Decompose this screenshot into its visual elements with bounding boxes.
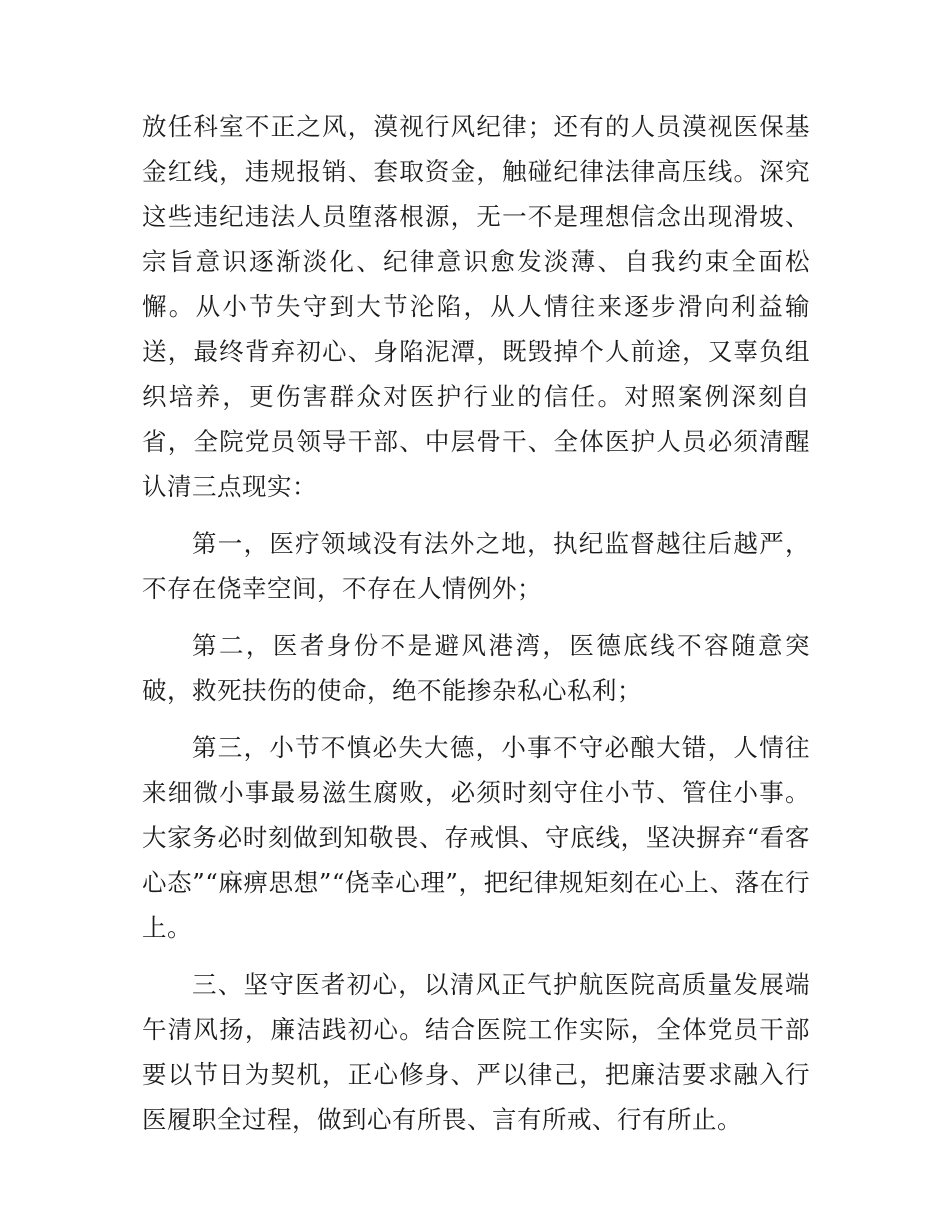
document-page <box>142 104 810 1154</box>
paragraph-2: 第一，医疗领域没有法外之地，执纪监督越往后越严，不存在侥幸空间，不存在人情例外； <box>142 529 810 603</box>
paragraph-3: 第二，医者身份不是避风港湾，医德底线不容随意突破，救死扶伤的使命，绝不能掺杂私心私利； <box>142 631 810 705</box>
paragraph-5: 三、坚守医者初心，以清风正气护航医院高质量发展端午清风扬，廉洁践初心。结合医院工作实际，全体党员干部要以节日为契机，正心修身、严以律己，把廉洁要求融入行医履职全过程，做到心有所畏、言有所戒、行有所止。 <box>142 970 810 1134</box>
paragraph-1: 放任科室不正之风，漠视行风纪律；还有的人员漠视医保基金红线，违规报销、套取资金，触碰纪律法律高压线。深究这些违纪违法人员堕落根源，无一不是理想信念出现滑坡、宗旨意识逐渐淡化、纪律意识愈发淡薄、自我约束全面松懈。从小节失守到大节沦陷，从人情往来逐步滑向利益输送，最终背弃初心、身陷泥潭，既毁掉个人前途，又辜负组织培养，更伤害群众对医护行业的信任。对照案例深刻自省，全院党员领导干部、中层骨干、全体医护人员必须清醒认清三点现实： <box>142 112 810 501</box>
paragraph-4: 第三，小节不慎必失大德，小事不守必酿大错，人情往来细微小事最易滋生腐败，必须时刻守住小节、管住小事。大家务必时刻做到知敬畏、存戒惧、守底线，坚决摒弃“看客心态”“麻痹思想”“侥幸心理”，把纪律规矩刻在心上、落在行上。 <box>142 733 810 942</box>
